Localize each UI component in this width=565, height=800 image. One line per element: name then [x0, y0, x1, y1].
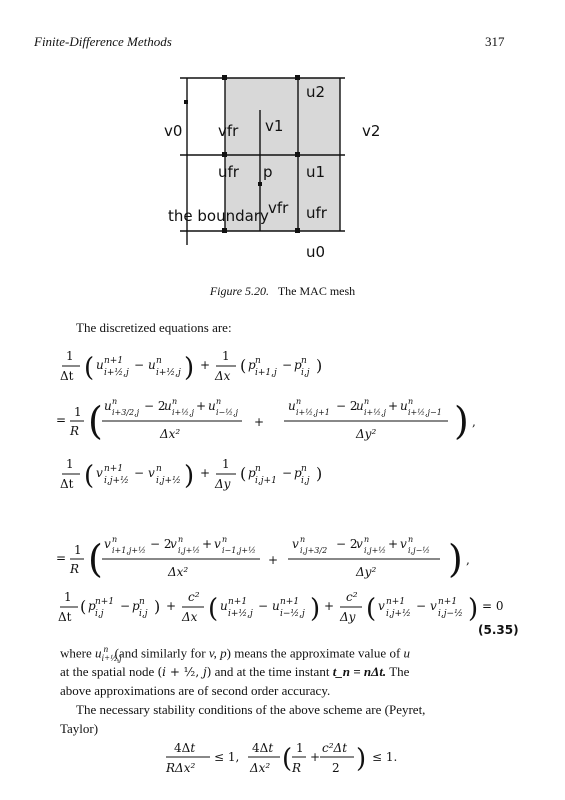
para2-d: The [389, 664, 410, 679]
svg-text:4Δt: 4Δt [252, 741, 274, 755]
label-vfr-top: vfr [218, 122, 239, 140]
svg-text:n: n [112, 397, 118, 406]
svg-text:Δt: Δt [60, 477, 74, 491]
svg-text:): ) [184, 353, 195, 383]
svg-text:i+½,j: i+½,j [156, 368, 181, 378]
svg-text:v: v [214, 537, 221, 551]
para2-a: at the spatial node [60, 664, 155, 679]
svg-text:(: ( [208, 594, 219, 624]
svg-text:i,j−½: i,j−½ [408, 546, 431, 555]
svg-text:p: p [248, 466, 256, 480]
svg-text:(: ( [84, 353, 95, 383]
svg-text:i,j−½: i,j−½ [438, 609, 463, 619]
para-line-1: where $u_{i+\frac{1}{2},j}^n$ (and similarly for v, p) means the approximate value of u [60, 644, 411, 663]
svg-text:+: + [310, 750, 321, 764]
svg-text:n: n [300, 535, 306, 544]
label-boundary: the boundary [168, 207, 269, 225]
caption-text: The MAC mesh [277, 284, 356, 298]
svg-text:Δx: Δx [182, 610, 198, 624]
para-line-2: at the spatial node (i + ½, j) and at the time instant t_n = nΔt. The [60, 664, 410, 679]
svg-text:i+½,j−1: i+½,j−1 [408, 408, 442, 417]
svg-text:n+1: n+1 [438, 597, 458, 607]
label-v0: v0 [164, 122, 183, 140]
svg-text:−: − [258, 599, 269, 613]
svg-text:i+1,j+½: i+1,j+½ [112, 546, 146, 555]
svg-text:i+½,j+1: i+½,j+1 [296, 408, 330, 417]
svg-text:u: u [104, 399, 112, 413]
svg-text:(: ( [80, 597, 87, 616]
svg-text:(: ( [282, 744, 293, 774]
svg-text:(: ( [240, 464, 247, 483]
svg-text:v: v [356, 537, 363, 551]
para-line-3: above approximations are of second order accuracy. [60, 683, 331, 698]
para2-b: and at the time instant [214, 664, 330, 679]
svg-text:1: 1 [74, 543, 82, 557]
svg-text:n: n [216, 397, 222, 406]
label-u0: u0 [306, 243, 326, 261]
svg-text:): ) [316, 356, 323, 375]
svg-text:i,j+1: i,j+1 [255, 476, 277, 486]
svg-text:n: n [255, 356, 261, 366]
svg-text:i,j+½: i,j+½ [104, 476, 129, 486]
svg-text:u: u [272, 599, 280, 613]
svg-text:u: u [356, 399, 364, 413]
svg-text:(: ( [366, 594, 377, 624]
label-v2: v2 [362, 122, 381, 140]
svg-text:): ) [454, 399, 469, 443]
svg-text:v: v [104, 537, 111, 551]
svg-text:i+3/2,j: i+3/2,j [112, 408, 140, 417]
svg-text:−: − [416, 599, 427, 613]
svg-text:n: n [301, 464, 307, 474]
svg-text:i,j+½: i,j+½ [178, 546, 201, 555]
svg-text:): ) [310, 594, 321, 624]
svg-text:i+½,j: i+½,j [172, 408, 195, 417]
svg-text:Δy²: Δy² [356, 427, 377, 441]
para-line-5: Taylor) [60, 721, 99, 736]
svg-text:Δt: Δt [58, 610, 72, 624]
svg-text:1: 1 [66, 457, 74, 471]
svg-text:): ) [154, 597, 161, 616]
svg-text:n: n [139, 597, 145, 607]
svg-text:n: n [301, 356, 307, 366]
svg-text:+: + [166, 599, 177, 613]
svg-text:i−½,j: i−½,j [216, 408, 239, 417]
intro-text: The discretized equations are: [76, 320, 232, 335]
svg-text:i+1,j: i+1,j [255, 368, 277, 378]
svg-text:n: n [364, 397, 370, 406]
svg-text:c²: c² [346, 590, 358, 604]
svg-text:n+1: n+1 [228, 597, 248, 607]
caption-label: Figure 5.20. [209, 284, 270, 298]
equation-3 [60, 452, 500, 500]
svg-text:1: 1 [296, 741, 304, 755]
equation-4 [56, 530, 516, 588]
label-u1: u1 [306, 163, 326, 181]
svg-text:(: ( [240, 356, 247, 375]
para1-c: v, p [208, 645, 227, 661]
svg-text:− 2: − 2 [336, 399, 358, 413]
stability-conditions [160, 738, 440, 780]
svg-text:n: n [172, 397, 178, 406]
svg-text:−: − [134, 466, 145, 480]
svg-text:c²: c² [188, 590, 200, 604]
svg-text:): ) [316, 464, 323, 483]
svg-text:u: u [148, 358, 156, 372]
mac-mesh-figure [0, 0, 565, 300]
para-line-4: The necessary stability conditions of the above scheme are (Peyret, [76, 702, 426, 717]
label-vfr-bottom: vfr [268, 199, 289, 217]
svg-text:1: 1 [222, 349, 230, 363]
equation-2 [56, 392, 516, 450]
svg-text:i,j: i,j [301, 368, 310, 378]
svg-text:v: v [96, 466, 103, 480]
svg-text:Δy: Δy [215, 477, 231, 491]
svg-text:n: n [156, 464, 162, 474]
svg-text:v: v [378, 599, 385, 613]
svg-text:Δx: Δx [215, 369, 231, 383]
svg-text:4Δt: 4Δt [174, 741, 196, 755]
svg-text:R: R [70, 562, 80, 576]
label-u2: u2 [306, 83, 326, 101]
svg-text:≤ 1.: ≤ 1. [372, 750, 398, 764]
svg-text:i,j+½: i,j+½ [386, 609, 411, 619]
svg-text:1: 1 [222, 457, 230, 471]
svg-text:RΔx²: RΔx² [166, 761, 196, 775]
svg-text:R: R [292, 761, 302, 775]
svg-text:− 2: − 2 [336, 537, 358, 551]
svg-text:n: n [364, 535, 370, 544]
para2-c: t_n = nΔt. [332, 664, 387, 679]
svg-text:(: ( [88, 537, 103, 581]
svg-text:− 2: − 2 [150, 537, 172, 551]
svg-text:−: − [120, 599, 131, 613]
svg-text:i+½,j: i+½,j [364, 408, 387, 417]
svg-text:Δt: Δt [60, 369, 74, 383]
svg-text:−: − [282, 358, 293, 372]
svg-text:n: n [296, 397, 302, 406]
svg-text:Δy: Δy [340, 610, 356, 624]
svg-text:,: , [472, 415, 476, 429]
svg-text:i,j+½: i,j+½ [156, 476, 181, 486]
svg-text:+: + [202, 537, 213, 551]
svg-text:(: ( [88, 399, 103, 443]
svg-text:+: + [324, 599, 335, 613]
svg-text:1: 1 [66, 349, 74, 363]
running-title: Finite-Difference Methods [34, 34, 172, 49]
svg-text:n: n [408, 397, 414, 406]
svg-text:n+1: n+1 [280, 597, 300, 607]
equation-1 [60, 344, 500, 392]
figure-caption [0, 284, 565, 299]
svg-text:u: u [164, 399, 172, 413]
label-ufr-left: ufr [218, 163, 239, 181]
svg-text:+: + [254, 415, 265, 429]
svg-text:≤ 1,: ≤ 1, [214, 750, 240, 764]
svg-text:u: u [220, 599, 228, 613]
svg-text:,: , [466, 553, 470, 567]
svg-text:Δy²: Δy² [356, 565, 377, 579]
para1-b: (and similarly for [114, 645, 206, 661]
svg-text:v: v [430, 599, 437, 613]
svg-text:u: u [400, 399, 408, 413]
svg-text:Δx²: Δx² [250, 761, 271, 775]
svg-text:p: p [294, 466, 302, 480]
svg-text:n: n [112, 535, 118, 544]
svg-text:= 0: = 0 [482, 599, 504, 613]
svg-text:n: n [222, 535, 228, 544]
svg-text:p: p [132, 599, 140, 613]
para1-e: u [403, 645, 411, 661]
svg-text:+: + [200, 466, 211, 480]
svg-text:): ) [184, 461, 195, 491]
svg-text:i−½,j: i−½,j [280, 609, 305, 619]
svg-text:n+1: n+1 [104, 356, 124, 366]
svg-text:i+½,j: i+½,j [228, 609, 253, 619]
para1-a: where [60, 645, 92, 661]
svg-text:v: v [170, 537, 177, 551]
svg-text:c²Δt: c²Δt [322, 741, 348, 755]
svg-text:v: v [148, 466, 155, 480]
svg-text:n: n [255, 464, 261, 474]
svg-text:u: u [288, 399, 296, 413]
label-ufr-right: ufr [306, 204, 327, 222]
svg-text:n+1: n+1 [95, 597, 115, 607]
label-v1: v1 [265, 117, 284, 135]
page-number: 317 [485, 34, 505, 49]
svg-text:i,j+½: i,j+½ [364, 546, 387, 555]
svg-text:2: 2 [332, 761, 340, 775]
svg-text:i−1,j+½: i−1,j+½ [222, 546, 256, 555]
svg-text:+: + [268, 553, 279, 567]
svg-text:i,j: i,j [301, 476, 310, 486]
svg-text:1: 1 [64, 590, 72, 604]
para1-d: ) means the approximate value of [226, 645, 401, 661]
svg-text:− 2: − 2 [144, 399, 166, 413]
svg-text:): ) [468, 594, 479, 624]
svg-text:+: + [196, 399, 207, 413]
svg-text:n+1: n+1 [104, 464, 124, 474]
svg-text:=: = [56, 413, 67, 427]
svg-text:n+1: n+1 [386, 597, 406, 607]
svg-text:u: u [208, 399, 216, 413]
svg-text:v: v [400, 537, 407, 551]
svg-text:Δx²: Δx² [168, 565, 189, 579]
equation-5 [58, 585, 518, 631]
svg-text:=: = [56, 551, 67, 565]
svg-text:p: p [294, 358, 302, 372]
svg-text:i,j: i,j [95, 609, 104, 619]
label-p: p [263, 163, 273, 181]
svg-text:n: n [178, 535, 184, 544]
svg-text:p: p [88, 599, 96, 613]
svg-text:n: n [156, 356, 162, 366]
svg-text:1: 1 [74, 405, 82, 419]
svg-text:+: + [388, 399, 399, 413]
svg-text:p: p [248, 358, 256, 372]
svg-text:): ) [356, 744, 367, 774]
equation-number: (5.35) [478, 623, 519, 637]
svg-text:R: R [70, 424, 80, 438]
svg-text:i,j: i,j [139, 609, 148, 619]
svg-text:+: + [388, 537, 399, 551]
svg-text:−: − [282, 466, 293, 480]
svg-text:+: + [200, 358, 211, 372]
svg-text:v: v [292, 537, 299, 551]
svg-text:i,j+3/2: i,j+3/2 [300, 546, 328, 555]
svg-text:Δx²: Δx² [160, 427, 181, 441]
svg-text:(: ( [84, 461, 95, 491]
svg-text:i+½,j: i+½,j [104, 368, 129, 378]
svg-text:−: − [134, 358, 145, 372]
svg-text:n: n [408, 535, 414, 544]
svg-text:): ) [448, 537, 463, 581]
svg-text:u: u [96, 358, 104, 372]
